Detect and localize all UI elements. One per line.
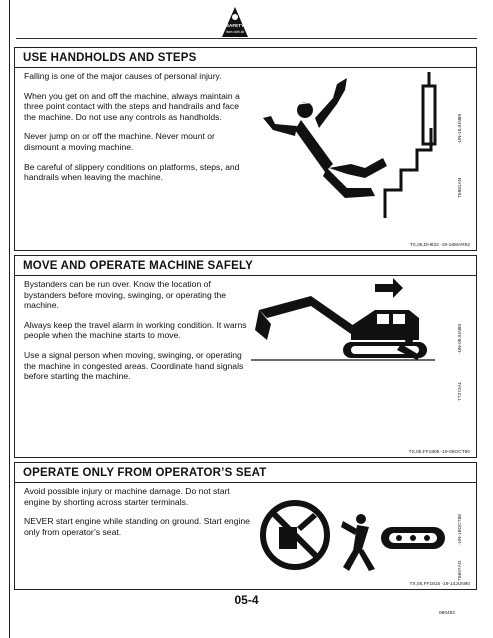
section-title: USE HANDHOLDS AND STEPS (15, 48, 476, 68)
figure-code: T6981AN (458, 177, 463, 198)
paragraph: NEVER start engine while standing on ground. Start engine only from operator’s seat. (24, 516, 250, 537)
paragraph: When you get on and off the machine, always maintain a three point contact with the steps and handrails and face the machine. Do not use any controls as handholds. (24, 90, 240, 122)
page-margin-rule (9, 0, 10, 638)
no-shorting-illustration (257, 487, 453, 583)
svg-text:lives with all: lives with all (225, 30, 245, 34)
page-number: 05-4 (234, 593, 259, 607)
paragraph: Use a signal person when moving, swinging, or operating the machine in congested areas. Coordinate hand signals before starting the machine. (24, 349, 244, 382)
figure-code: T6607AO (458, 560, 463, 581)
figure-code: -UN-15JUN89 (458, 113, 463, 144)
paragraph: Avoid possible injury or machine damage. Do not start engine by shorting across starter terminals. (24, 486, 230, 507)
figure-code: -UN-18OCT88 (458, 514, 463, 545)
section-title: OPERATE ONLY FROM OPERATOR’S SEAT (15, 463, 476, 483)
section-operator-seat (14, 462, 477, 590)
corner-code: 080492 (438, 611, 455, 616)
paragraph: Never jump on or off the machine. Never mount or dismount a moving machine. (24, 131, 215, 152)
reference-code: TX,05,FF1805 -19-05OCT90 (408, 450, 470, 455)
header-rule (16, 38, 477, 39)
section-operate-safely (14, 255, 477, 458)
reference-code: TX,05,FF1815 -19-14JUN90 (409, 582, 470, 587)
section-body (24, 279, 252, 391)
paragraph: Falling is one of the major causes of personal injury. (24, 71, 222, 81)
section-body (24, 486, 252, 546)
paragraph: Bystanders can be run over. Know the location of bystanders before moving, swinging, or operating the machine. (24, 279, 227, 311)
paragraph: Be careful of slippery conditions on platforms, steps, and handrails when leaving the machine. (24, 161, 240, 183)
svg-text:SAFETY: SAFETY (225, 23, 245, 28)
figure-code: -UN-09JUN90 (458, 323, 463, 354)
falling-person-illustration (255, 68, 455, 218)
figure-code: T7273AL (458, 381, 463, 401)
excavator-illustration (251, 274, 451, 384)
reference-code: TX,05,DH832 -19-16MAR92 (409, 243, 470, 248)
section-handholds (14, 47, 477, 251)
safety-logo (221, 6, 249, 38)
section-title: MOVE AND OPERATE MACHINE SAFELY (15, 256, 476, 276)
paragraph: Always keep the travel alarm in working condition. It warns people when the machine starts to move. (24, 319, 247, 341)
section-body (24, 71, 252, 192)
